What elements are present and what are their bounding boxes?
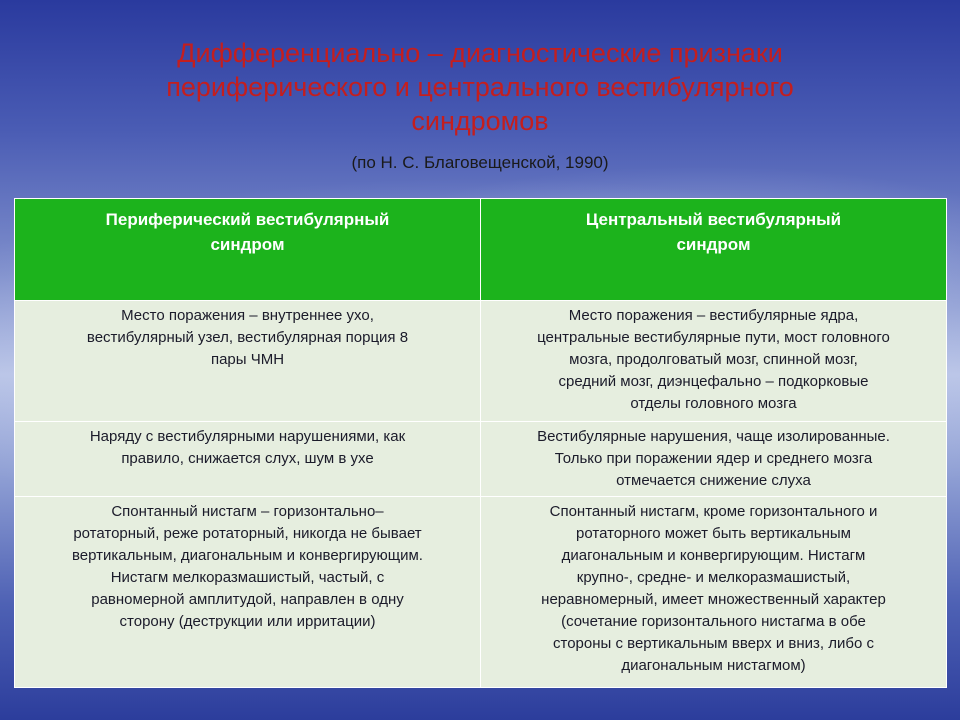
table-row bbox=[15, 497, 947, 688]
cell-central-nystagmus bbox=[481, 497, 947, 688]
cell-line: стороны с вертикальным вверх и вниз, либо с bbox=[553, 635, 874, 652]
cell-peripheral-nystagmus bbox=[15, 497, 481, 688]
cell-line: Спонтанный нистагм – горизонтально– bbox=[111, 503, 384, 520]
cell-line: равномерной амплитудой, направлен в одну bbox=[91, 591, 404, 608]
cell-line: диагональным и конвергирующим. Нистагм bbox=[561, 547, 866, 564]
comparison-table bbox=[14, 198, 947, 688]
slide-title bbox=[60, 36, 900, 138]
header-line: Центральный вестибулярный bbox=[585, 210, 842, 229]
slide-title-line-1: Дифференциально – диагностические признаки bbox=[177, 38, 783, 68]
cell-line: крупно-, средне- и мелкоразмашистый, bbox=[576, 569, 851, 586]
header-line: Периферический вестибулярный bbox=[105, 210, 390, 229]
cell-line: отмечается снижение слуха bbox=[616, 472, 811, 489]
cell-line: Вестибулярные нарушения, чаще изолированные. bbox=[537, 428, 890, 445]
cell-line: сторону (деструкции или ирритации) bbox=[119, 613, 376, 630]
cell-line: ротаторного может быть вертикальным bbox=[576, 525, 851, 542]
header-line: синдром bbox=[210, 235, 285, 254]
cell-central-lesion-site bbox=[481, 301, 947, 422]
cell-line: Наряду с вестибулярными нарушениями, как bbox=[89, 428, 406, 445]
cell-line: Спонтанный нистагм, кроме горизонтального и bbox=[549, 503, 878, 520]
cell-line: правило, снижается слух, шум в ухе bbox=[121, 450, 374, 467]
slide-title-line-3: синдромов bbox=[411, 106, 549, 136]
header-central-syndrome bbox=[481, 199, 947, 301]
cell-line: ротаторный, реже ротаторный, никогда не бывает bbox=[73, 525, 422, 542]
cell-line: Только при поражении ядер и среднего мозга bbox=[554, 450, 873, 467]
cell-peripheral-lesion-site bbox=[15, 301, 481, 422]
cell-line: средний мозг, диэнцефально – подкорковые bbox=[558, 373, 869, 390]
cell-line: вестибулярный узел, вестибулярная порция 8 bbox=[86, 329, 409, 346]
cell-line: центральные вестибулярные пути, мост головного bbox=[537, 329, 890, 346]
cell-line: вертикальным, диагональным и конвергирующим. bbox=[72, 547, 423, 564]
header-peripheral-syndrome bbox=[15, 199, 481, 301]
cell-peripheral-hearing bbox=[15, 422, 481, 497]
slide-subtitle: (по Н. С. Благовещенской, 1990) bbox=[351, 153, 609, 172]
cell-line: неравномерный, имеет множественный характер bbox=[541, 591, 886, 608]
cell-central-hearing bbox=[481, 422, 947, 497]
table-row bbox=[15, 301, 947, 422]
cell-line: диагональным нистагмом) bbox=[621, 657, 806, 674]
cell-line: мозга, продолговатый мозг, спинной мозг, bbox=[569, 351, 858, 368]
cell-line: Место поражения – вестибулярные ядра, bbox=[568, 307, 859, 324]
slide-title-line-2: периферического и центрального вестибулярного bbox=[166, 72, 794, 102]
table-row bbox=[15, 422, 947, 497]
cell-line: пары ЧМН bbox=[210, 351, 285, 368]
cell-line: (сочетание горизонтального нистагма в обе bbox=[561, 613, 866, 630]
cell-line: Место поражения – внутреннее ухо, bbox=[121, 307, 374, 324]
header-line: синдром bbox=[676, 235, 751, 254]
cell-line: Нистагм мелкоразмашистый, частый, с bbox=[110, 569, 385, 586]
table-header-row bbox=[15, 199, 947, 301]
cell-line: отделы головного мозга bbox=[630, 395, 797, 412]
